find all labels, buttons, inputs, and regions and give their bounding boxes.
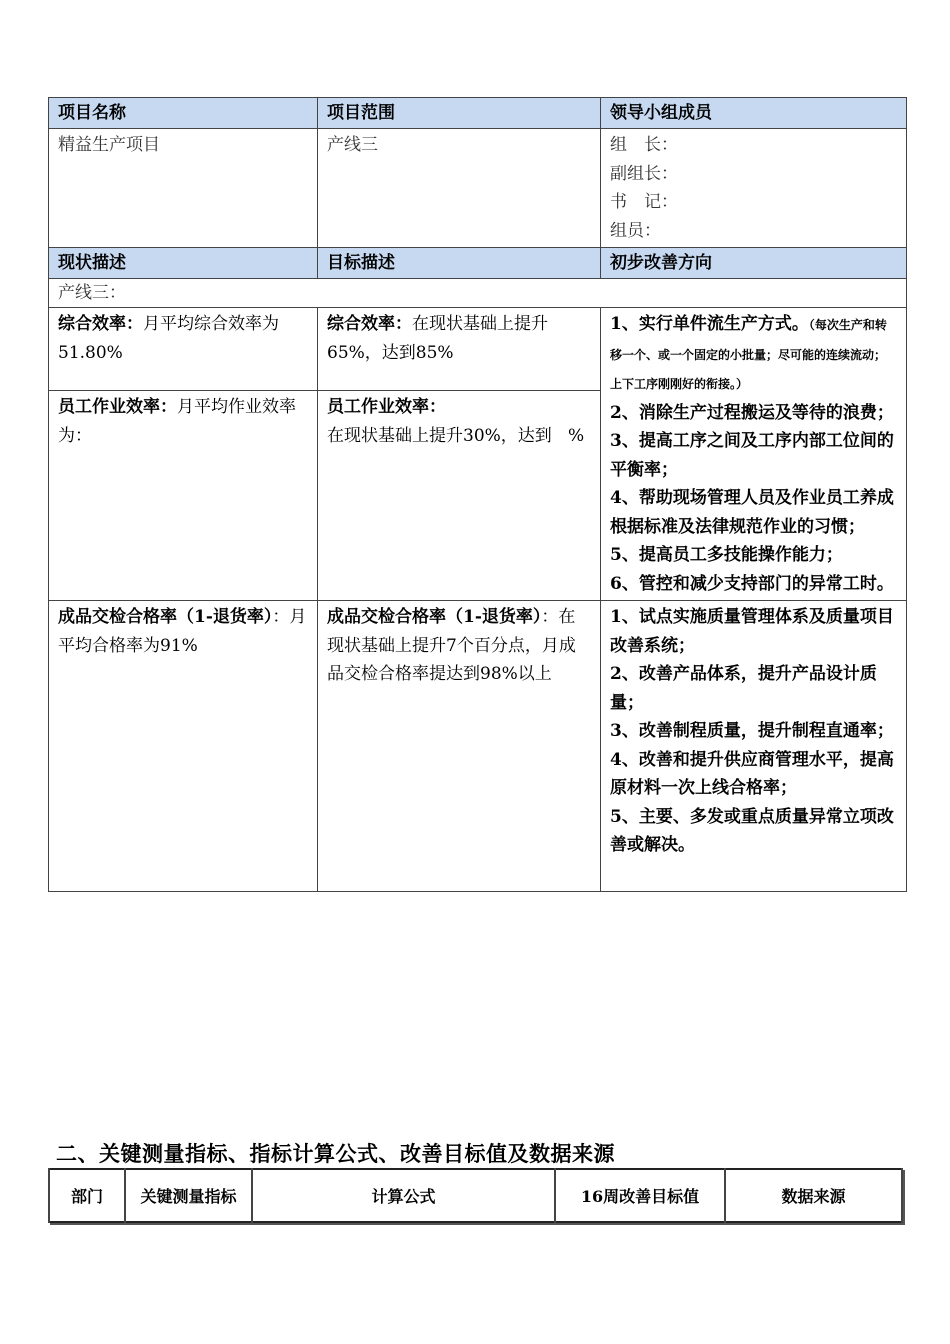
kpi-table — [48, 1168, 903, 1223]
eff-target-label: 综合效率： — [327, 314, 412, 334]
quality-target-text: ：在现状基础上提升7个百分点，月成品交检合格率提达到98%以上 — [327, 607, 576, 684]
header-row-1 — [49, 98, 907, 129]
eff-current-text: 月平均综合效率为51.80% — [58, 314, 279, 363]
direction-item: 3、提高工序之间及工序内部工位间的平衡率； — [610, 431, 894, 480]
quality-current-text: ：月平均合格率为91% — [58, 607, 307, 656]
worker-target-text: 在现状基础上提升30%，达到 % — [327, 425, 585, 446]
eff-current-label: 综合效率： — [58, 314, 143, 334]
header-current-state: 现状描述 — [49, 248, 318, 279]
quality-current-label: 成品交检合格率（1-退货率） — [58, 607, 273, 627]
kpi-header-key-metric: 关键测量指标 — [125, 1169, 252, 1222]
header-improvement-direction: 初步改善方向 — [601, 248, 907, 279]
header-target: 目标描述 — [318, 248, 601, 279]
worker-target-label: 员工作业效率： — [327, 397, 446, 417]
quality-direction-item: 3、改善制程质量，提升制程直通率； — [610, 721, 894, 741]
line-label-row — [49, 279, 907, 308]
members-cell — [601, 129, 907, 248]
worker-current-cell — [49, 391, 318, 601]
quality-current-cell — [49, 601, 318, 892]
directions-cell — [601, 308, 907, 601]
quality-direction-item: 5、主要、多发或重点质量异常立项改善或解决。 — [610, 806, 894, 855]
project-scope-value: 产线三 — [318, 129, 601, 248]
eff-target-text: 在现状基础上提升65%，达到85% — [327, 314, 548, 363]
kpi-header-row — [49, 1169, 902, 1222]
direction-item: 6、管控和减少支持部门的异常工时。 — [610, 573, 894, 594]
line-label: 产线三： — [49, 279, 907, 308]
quality-direction-item: 4、改善和提升供应商管理水平，提高原材料一次上线合格率； — [610, 749, 894, 798]
project-name-value: 精益生产项目 — [49, 129, 318, 248]
direction-item: 5、提高员工多技能操作能力； — [610, 545, 843, 565]
member-deputy: 副组长： — [610, 163, 678, 184]
quality-target-label: 成品交检合格率（1-退货率） — [327, 607, 542, 627]
worker-current-label: 员工作业效率： — [58, 397, 177, 417]
header-row-2 — [49, 248, 907, 279]
kpi-header-data-source: 数据来源 — [725, 1169, 902, 1222]
efficiency-row — [49, 308, 907, 391]
quality-target-cell — [318, 601, 601, 892]
eff-current-cell — [49, 308, 318, 391]
project-table — [48, 97, 907, 892]
worker-current-text: 月平均作业效率为： — [58, 397, 296, 446]
quality-direction-item: 1、试点实施质量管理体系及质量项目改善系统； — [610, 607, 894, 656]
worker-target-cell — [318, 391, 601, 601]
quality-row — [49, 601, 907, 892]
quality-directions-cell — [601, 601, 907, 892]
direction-item — [610, 310, 897, 399]
member-leader: 组 长： — [610, 135, 678, 155]
member-members: 组员： — [610, 220, 661, 241]
direction-item: 4、帮助现场管理人员及作业员工养成根据标准及法律规范作业的习惯； — [610, 488, 894, 537]
member-secretary: 书 记： — [610, 192, 678, 212]
direction-1-note: （每次生产和转移一个、或一个固定的小批量；尽可能的连续流动；上下工序刚刚好的衔接。） — [610, 318, 887, 391]
header-project-scope: 项目范围 — [318, 98, 601, 129]
kpi-header-target: 16周改善目标值 — [555, 1169, 725, 1222]
section-2-title: 二、关键测量指标、指标计算公式、改善目标值及数据来源 — [56, 1141, 615, 1166]
kpi-header-formula: 计算公式 — [252, 1169, 555, 1222]
header-project-name: 项目名称 — [49, 98, 318, 129]
direction-1-main: 1、实行单件流生产方式。 — [610, 314, 809, 334]
eff-target-cell — [318, 308, 601, 391]
quality-direction-item: 2、改善产品体系，提升产品设计质量； — [610, 664, 877, 713]
project-info-row — [49, 129, 907, 248]
kpi-header-department: 部门 — [49, 1169, 125, 1222]
header-leadership-members: 领导小组成员 — [601, 98, 907, 129]
direction-item: 2、消除生产过程搬运及等待的浪费； — [610, 402, 894, 423]
